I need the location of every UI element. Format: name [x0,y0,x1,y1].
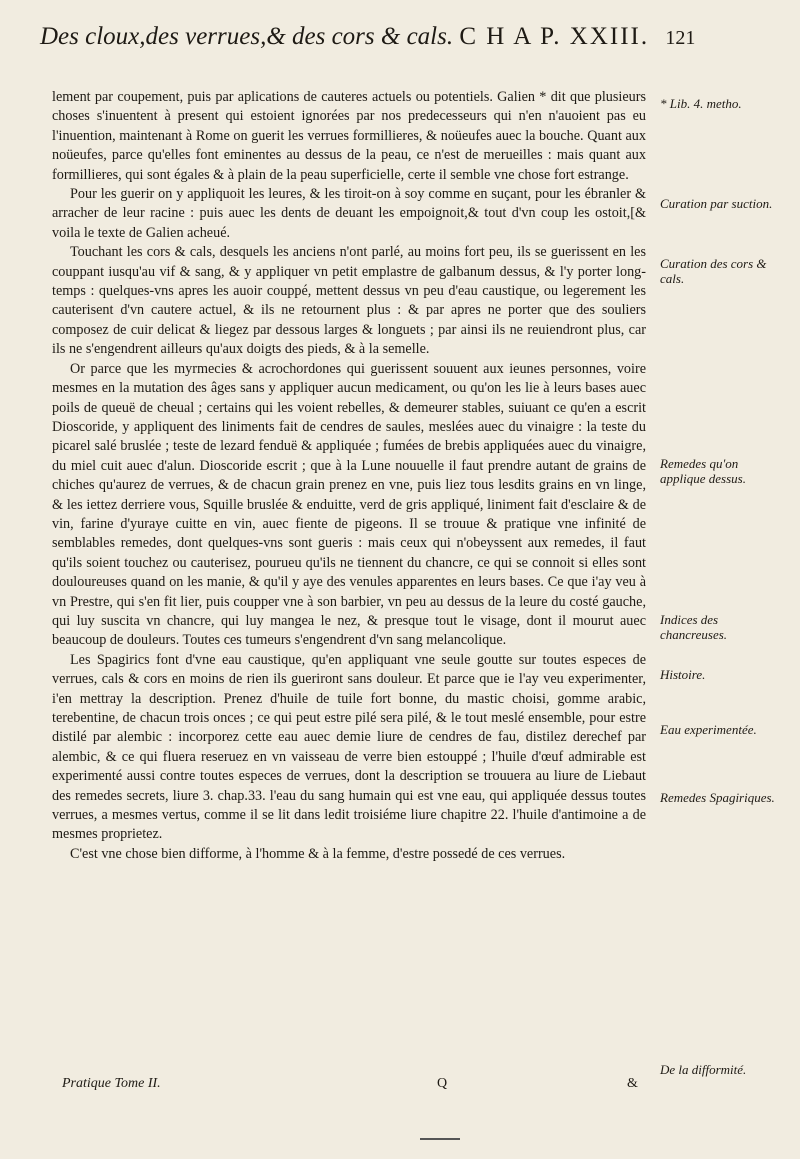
paragraph: Touchant les cors & cals, desquels les anciens n'ont parlé, au moins fort peu, ils se guerissent en les couppant iusqu'au vif & sang, & y appliquer vn petit emplastre de galbanum dessus, & l'y porter long-temps : quelques-vns apres les auoir couppé, mettent dessus vn peu d'eau caustique, ou legerement les cauterisent d'vn cautere actuel, & ils ne retournent plus : & par apres ne porter que des souliers composez de cuir delicat & liegez par dessous larges & longuets ; par ainsi ils ne reuiendront plus, car ils ne s'engendrent ailleurs qu'aux doigts des pieds, & à la semelle. [52,244,646,358]
page-number: 121 [665,27,696,49]
margin-note: De la difformité. [660,1062,747,1077]
paragraph: lement par coupement, puis par aplications de cauteres actuels ou potentiels. Galien * dit que plusieurs choses s'inuentent à present qui estoient ignorées par nos predecesseurs qui n'en n'auoient pas eu l'inuention, maintenant à Rome on guerit les verrues formillieres, & noüeufes auec la bouche. Quant aux noüeufes, parce qu'elles font eminentes au dessus de la peau, ce n'est de merueilles : mais quant aux formillieres, qui sont égales & à plain de la peau superficielle, certe il semble vne chose fort estrange. [52,89,646,183]
margin-note: * Lib. 4. metho. [660,96,742,111]
running-title: Des cloux,des verrues,& des cors & cals. [40,23,454,50]
printer-ornament [420,1138,460,1140]
paragraph: Les Spagirics font d'vne eau caustique, qu'en appliquant vne seule goutte sur toutes especes de verrues, cals & cors en moins de rien ils gueriront sans douleur. Et parce que ie l'ay veu experimenter, i'en mettray la description. Prenez d'huile de tuile fort bonne, du mastic choisi, gomme arabic, terebentine, de chacun trois onces ; ce qui peut estre pilé sera pilé, & le tout meslé ensemble, pour estre distilé par alembic : incorporez cette eau auec demie liure de cendres de fau, distilez derechef par alembic, & ce qui fluera reseruez en vn vaisseau de verre bien estouppé ; l'huile d'œuf admirable est experimenté aussi contre toutes especes de verrues, dont la description se trouuera au liure de Liebaut des remedes secrets, liure 3. chap.33. l'eau du sang humain qui est vne eau, qui appliquée dessus toutes verrues, a mesmes vertus, comme il se lit dans ledit troisiéme liure chapitre 22. l'huile d'antimoine a de mesmes proprietez. [52,651,646,843]
margin-note: Remedes qu'on applique dessus. [660,456,746,486]
catchword-volume: Pratique Tome II. [62,1076,161,1091]
page-footer [62,1076,682,1096]
chapter-label: C H A P. XXIII. [459,23,650,50]
margin-note: Curation des cors & cals. [660,256,767,286]
margin-note: Histoire. [660,667,706,682]
margin-note: Remedes Spagiriques. [660,790,775,805]
margin-note: Indices des chancreuses. [660,612,728,642]
paragraph: C'est vne chose bien difforme, à l'homme & à la femme, d'estre possedé de ces verrues. [70,845,566,862]
running-header [40,14,770,60]
margin-note: Eau experimentée. [660,722,757,737]
signature-mark: Q [437,1076,448,1091]
paragraph: Pour les guerir on y appliquoit les leures, & les tiroit-on à soy comme en suçant, pour les ébranler & arracher de leur racine : puis auec les dents de deuant les empoignoit,& tout d'vn coup les ostoit,[& voila le texte de Galien acheué. [52,186,646,241]
main-text [52,88,646,864]
margin-note: Curation par suction. [660,196,773,211]
catchword: & [627,1076,638,1091]
paragraph: Or parce que les myrmecies & acrochordones qui guerissent souuent aux ieunes personnes, voire mesmes en la mutation des âges sans y appliquer aucun medicament, ou qu'on les lie à leurs bases auec poils de queuë de cheual ; certains qui les voient rebelles, & demeurer stables, suiuant ce qu'en a escrit Dioscoride, y appliquent des liniments fait de cendres de saules, meslées auec du vinaigre : la teste du picarel salé bruslée ; teste de lezard fenduë & appliquée ; fumées de brebis appliquées auec du vinaigre, du miel cuit auec d'alun. Dioscoride escrit ; que à la Lune nouuelle il faut prendre autant de grains de chiches qu'aurez de verrues, & de chacun grain prenez en vne, puis liez tous lesdits grains en vn linge, & les iettez derriere vous, Squille bruslée & enduitte, verd de gris appliqué, liniment fait d'esclaire & de vin, farine d'yuraye cuitte en vin, auec fiente de pigeons. Il se trouue & pratique vne infinité de semblables remedes, dont quelques-vns sont gueris : mais ceux qui n'obeyssent aux remedes, il faut qu'ils soient touchez ou cauterisez, pourueu qu'ils ne tiennent du chancre, ce qui se connoit si elles sont douloureuses quand on les manie, & qu'il y aye des venules apparentes en leurs bases. Ce que i'ay veu à vn Prestre, qui s'en fit lier, puis coupper vne à son barbier, vn peu au dessus de la leure du costé gauche, qui luy suscita vn chancre, qui luy mangea le nez, & presque tout le visage, dont il mourut auec beaucoup de douleurs. Toutes ces tumeurs s'engendrent d'vn sang melancolique. [52,360,646,649]
